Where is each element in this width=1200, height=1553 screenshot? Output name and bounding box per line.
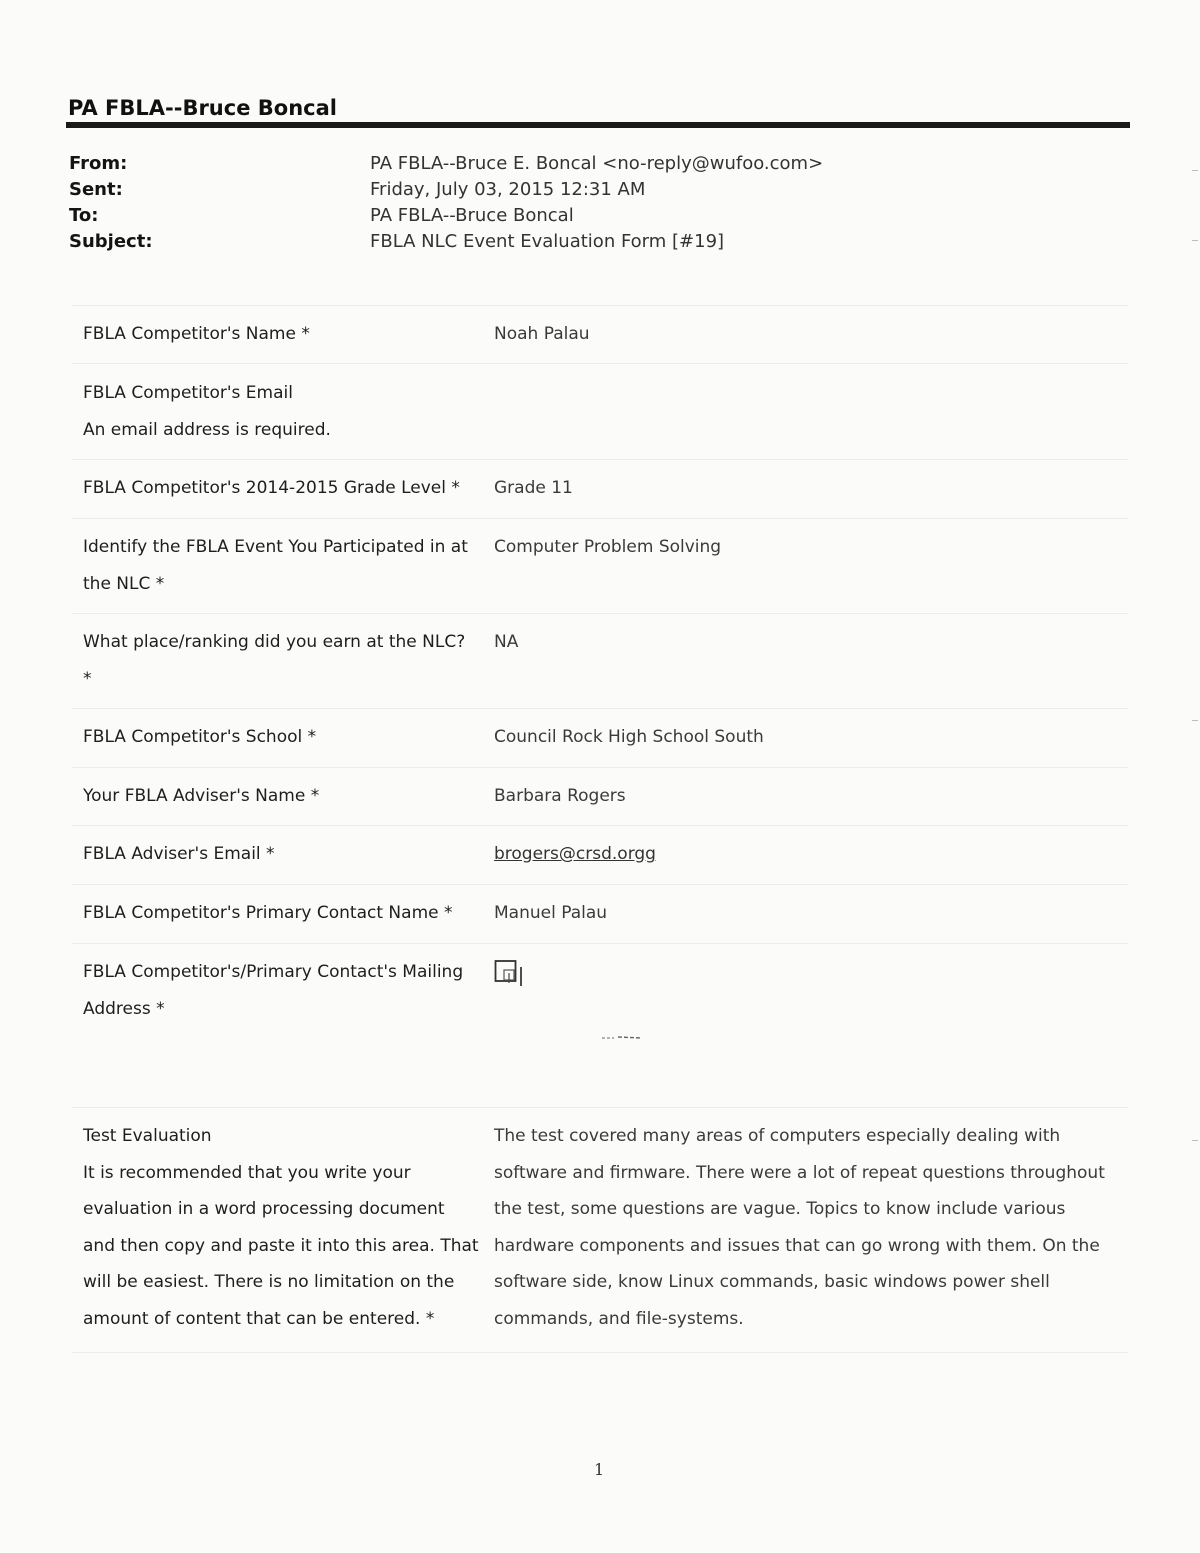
sent-value: Friday, July 03, 2015 12:31 AM xyxy=(370,179,646,200)
row-separator xyxy=(72,708,1128,709)
event-label-line-1: Identify the FBLA Event You Participated in at xyxy=(83,537,468,557)
contact-name-label: FBLA Competitor's Primary Contact Name * xyxy=(83,903,453,923)
subject-label: Subject: xyxy=(69,231,153,252)
scan-edge-mark xyxy=(1192,170,1198,171)
test-instructions-line: and then copy and paste it into this area. That xyxy=(83,1235,479,1256)
competitor-name-label: FBLA Competitor's Name * xyxy=(83,324,310,344)
title-rule xyxy=(66,122,1130,128)
competitor-name-value: Noah Palau xyxy=(494,324,590,344)
test-instructions-line: It is recommended that you write your xyxy=(83,1162,411,1183)
subject-value: FBLA NLC Event Evaluation Form [#19] xyxy=(370,231,725,252)
row-separator xyxy=(72,825,1128,826)
event-label-line-2: the NLC * xyxy=(83,573,165,594)
image-placeholder-icon xyxy=(494,959,524,987)
test-instructions-line: amount of content that can be entered. * xyxy=(83,1308,435,1329)
row-separator xyxy=(72,884,1128,885)
adviser-name-label: Your FBLA Adviser's Name * xyxy=(83,786,320,806)
test-evaluation-line: commands, and file-systems. xyxy=(494,1308,744,1329)
row-separator xyxy=(72,1107,1128,1108)
mailing-address-label-line-1: FBLA Competitor's/Primary Contact's Mailing xyxy=(83,962,464,982)
event-value: Computer Problem Solving xyxy=(494,537,722,557)
adviser-email-link[interactable]: brogers@crsd.orgg xyxy=(494,844,656,864)
adviser-email-value xyxy=(494,836,1124,873)
school-value: Council Rock High School South xyxy=(494,727,764,747)
contact-name-value: Manuel Palau xyxy=(494,903,608,923)
row-separator xyxy=(72,613,1128,614)
test-evaluation-line: The test covered many areas of computers especially dealing with xyxy=(494,1126,1061,1146)
test-evaluation-line: software side, know Linux commands, basic windows power shell xyxy=(494,1272,1050,1293)
adviser-name-value: Barbara Rogers xyxy=(494,786,626,806)
to-value: PA FBLA--Bruce Boncal xyxy=(370,205,574,226)
competitor-email-label-text: FBLA Competitor's Email xyxy=(83,383,293,403)
row-separator xyxy=(72,767,1128,768)
school-label: FBLA Competitor's School * xyxy=(83,727,317,747)
scan-artifact xyxy=(600,1034,645,1040)
mailing-address-label xyxy=(83,954,483,1027)
row-separator xyxy=(72,459,1128,460)
page-number: 1 xyxy=(594,1460,605,1479)
place-label-line-2: * xyxy=(83,668,92,689)
test-evaluation-line: hardware components and issues that can go wrong with them. On the xyxy=(494,1235,1100,1256)
from-value: PA FBLA--Bruce E. Boncal <no-reply@wufoo.com> xyxy=(370,153,824,174)
test-evaluation-title: Test Evaluation xyxy=(83,1126,212,1146)
event-label xyxy=(83,529,483,602)
scan-edge-mark xyxy=(1192,1140,1198,1141)
competitor-email-note: An email address is required. xyxy=(83,419,331,440)
test-instructions-line: evaluation in a word processing document xyxy=(83,1199,445,1220)
test-instructions-line: will be easiest. There is no limitation on the xyxy=(83,1272,455,1293)
mailing-address-label-line-2: Address * xyxy=(83,998,165,1019)
place-label-line-1: What place/ranking did you earn at the NLC? xyxy=(83,632,466,652)
test-evaluation-line: the test, some questions are vague. Topics to know include various xyxy=(494,1199,1066,1220)
grade-level-label: FBLA Competitor's 2014-2015 Grade Level * xyxy=(83,478,460,498)
row-separator xyxy=(72,305,1128,306)
place-label xyxy=(83,624,483,697)
scan-edge-mark xyxy=(1192,240,1198,241)
scan-edge-mark xyxy=(1192,720,1198,721)
to-label: To: xyxy=(69,205,99,226)
grade-level-value: Grade 11 xyxy=(494,478,573,498)
email-title: PA FBLA--Bruce Boncal xyxy=(68,96,337,120)
row-separator xyxy=(72,363,1128,364)
row-separator xyxy=(72,518,1128,519)
competitor-email-label xyxy=(83,375,483,448)
adviser-email-label: FBLA Adviser's Email * xyxy=(83,844,275,864)
test-evaluation-label xyxy=(83,1118,483,1338)
test-evaluation-value xyxy=(494,1118,1124,1338)
row-separator xyxy=(72,943,1128,944)
row-separator xyxy=(72,1352,1128,1353)
place-value: NA xyxy=(494,632,519,652)
from-label: From: xyxy=(69,153,128,174)
sent-label: Sent: xyxy=(69,179,123,200)
test-evaluation-line: software and firmware. There were a lot of repeat questions throughout xyxy=(494,1162,1105,1183)
